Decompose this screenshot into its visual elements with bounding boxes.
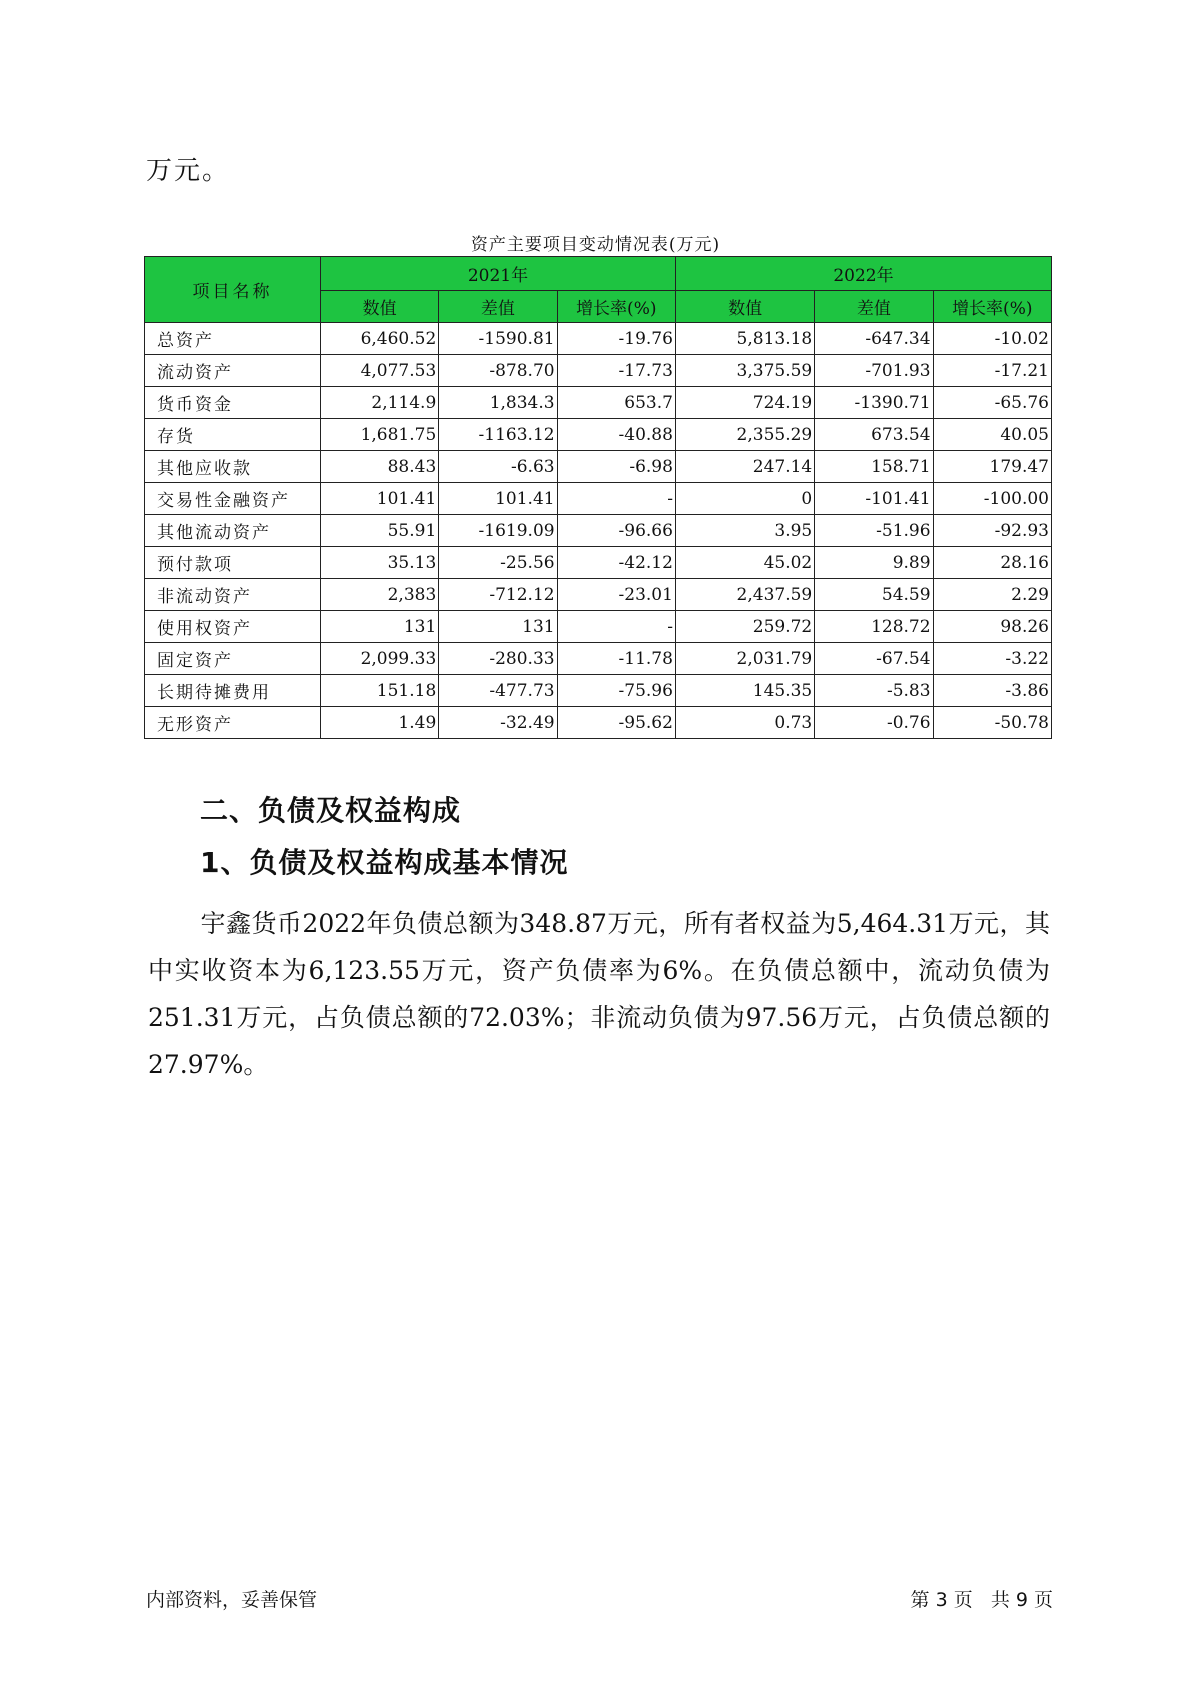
cell-diff-2022: 673.54 (815, 419, 933, 451)
subheader-diff-2021: 差值 (439, 291, 557, 323)
table-row (145, 419, 1052, 451)
cell-growth-2022: 40.05 (933, 419, 1051, 451)
cell-diff-2022: -701.93 (815, 355, 933, 387)
cell-growth-2021: -17.73 (557, 355, 675, 387)
cell-value-2021: 151.18 (320, 675, 438, 707)
row-name: 交易性金融资产 (145, 483, 321, 515)
cell-value-2022: 2,355.29 (675, 419, 814, 451)
cell-value-2022: 2,031.79 (675, 643, 814, 675)
cell-growth-2022: -3.86 (933, 675, 1051, 707)
cell-diff-2021: -280.33 (439, 643, 557, 675)
row-name: 使用权资产 (145, 611, 321, 643)
header-year-2022: 2022年 (675, 257, 1051, 291)
cell-diff-2022: -0.76 (815, 707, 933, 739)
row-name: 其他应收款 (145, 451, 321, 483)
cell-diff-2021: -1619.09 (439, 515, 557, 547)
cell-value-2022: 0 (675, 483, 814, 515)
cell-growth-2022: -65.76 (933, 387, 1051, 419)
cell-value-2021: 2,114.9 (320, 387, 438, 419)
subsection-heading: 1、负债及权益构成基本情况 (200, 846, 569, 879)
cell-diff-2021: -1590.81 (439, 323, 557, 355)
table-row (145, 707, 1052, 739)
row-name: 货币资金 (145, 387, 321, 419)
subheader-growth-2021: 增长率(%) (557, 291, 675, 323)
cell-diff-2022: -647.34 (815, 323, 933, 355)
cell-diff-2021: -477.73 (439, 675, 557, 707)
cell-growth-2021: - (557, 611, 675, 643)
header-year-2021: 2021年 (320, 257, 675, 291)
cell-value-2021: 88.43 (320, 451, 438, 483)
table-row (145, 643, 1052, 675)
cell-growth-2021: -19.76 (557, 323, 675, 355)
table-row (145, 611, 1052, 643)
paragraph-text: 宇鑫货币2022年负债总额为348.87万元，所有者权益为5,464.31万元，其中实收资本为6,123.55万元，资产负债率为6%。在负债总额中，流动负债为251.31万元，占负债总额的72.03%；非流动负债为97.56万元，占负债总额的27.97%。 (148, 909, 1050, 1079)
row-name: 非流动资产 (145, 579, 321, 611)
cell-value-2021: 55.91 (320, 515, 438, 547)
cell-growth-2022: 179.47 (933, 451, 1051, 483)
cell-value-2022: 45.02 (675, 547, 814, 579)
cell-value-2022: 247.14 (675, 451, 814, 483)
cell-growth-2022: 2.29 (933, 579, 1051, 611)
cell-growth-2022: -10.02 (933, 323, 1051, 355)
cell-growth-2021: -95.62 (557, 707, 675, 739)
table-row (145, 675, 1052, 707)
cell-diff-2022: 9.89 (815, 547, 933, 579)
cell-growth-2021: -96.66 (557, 515, 675, 547)
section-heading: 二、负债及权益构成 (200, 794, 462, 827)
cell-value-2022: 145.35 (675, 675, 814, 707)
table-row (145, 451, 1052, 483)
table-row (145, 323, 1052, 355)
cell-value-2022: 3,375.59 (675, 355, 814, 387)
cell-diff-2022: -67.54 (815, 643, 933, 675)
row-name: 固定资产 (145, 643, 321, 675)
continued-text-fragment: 万元。 (146, 156, 231, 186)
cell-growth-2021: -75.96 (557, 675, 675, 707)
cell-growth-2022: -3.22 (933, 643, 1051, 675)
footer-page-number: 第 3 页 共 9 页 (910, 1589, 1053, 1611)
cell-value-2021: 4,077.53 (320, 355, 438, 387)
cell-diff-2021: -25.56 (439, 547, 557, 579)
row-name: 无形资产 (145, 707, 321, 739)
row-name: 长期待摊费用 (145, 675, 321, 707)
assets-change-table (144, 256, 1052, 739)
cell-value-2022: 5,813.18 (675, 323, 814, 355)
cell-diff-2021: 1,834.3 (439, 387, 557, 419)
cell-growth-2022: -92.93 (933, 515, 1051, 547)
header-item-name: 项目名称 (145, 257, 321, 323)
cell-growth-2022: -17.21 (933, 355, 1051, 387)
table-body (145, 323, 1052, 739)
table-row (145, 483, 1052, 515)
cell-diff-2021: -6.63 (439, 451, 557, 483)
cell-growth-2021: -23.01 (557, 579, 675, 611)
table-row (145, 387, 1052, 419)
table-row (145, 579, 1052, 611)
row-name: 存货 (145, 419, 321, 451)
cell-value-2021: 2,383 (320, 579, 438, 611)
subheader-value-2022: 数值 (675, 291, 814, 323)
cell-diff-2022: -5.83 (815, 675, 933, 707)
cell-growth-2021: -42.12 (557, 547, 675, 579)
cell-growth-2022: -50.78 (933, 707, 1051, 739)
cell-growth-2021: 653.7 (557, 387, 675, 419)
subheader-growth-2022: 增长率(%) (933, 291, 1051, 323)
cell-value-2021: 1.49 (320, 707, 438, 739)
cell-value-2022: 259.72 (675, 611, 814, 643)
cell-diff-2022: 128.72 (815, 611, 933, 643)
cell-diff-2022: -1390.71 (815, 387, 933, 419)
cell-diff-2022: 54.59 (815, 579, 933, 611)
row-name: 其他流动资产 (145, 515, 321, 547)
table-row (145, 547, 1052, 579)
cell-value-2022: 724.19 (675, 387, 814, 419)
cell-diff-2021: -878.70 (439, 355, 557, 387)
table-row (145, 515, 1052, 547)
cell-value-2021: 6,460.52 (320, 323, 438, 355)
cell-diff-2022: 158.71 (815, 451, 933, 483)
cell-diff-2022: -101.41 (815, 483, 933, 515)
cell-diff-2021: -32.49 (439, 707, 557, 739)
cell-value-2021: 1,681.75 (320, 419, 438, 451)
subheader-diff-2022: 差值 (815, 291, 933, 323)
table-caption: 资产主要项目变动情况表(万元) (470, 235, 721, 255)
cell-growth-2022: -100.00 (933, 483, 1051, 515)
cell-growth-2021: -6.98 (557, 451, 675, 483)
cell-growth-2021: -11.78 (557, 643, 675, 675)
body-paragraph (148, 900, 1050, 1088)
row-name: 流动资产 (145, 355, 321, 387)
cell-value-2021: 35.13 (320, 547, 438, 579)
table-row (145, 355, 1052, 387)
cell-diff-2021: 101.41 (439, 483, 557, 515)
cell-value-2021: 131 (320, 611, 438, 643)
cell-value-2022: 0.73 (675, 707, 814, 739)
cell-growth-2021: - (557, 483, 675, 515)
cell-value-2022: 3.95 (675, 515, 814, 547)
row-name: 总资产 (145, 323, 321, 355)
cell-diff-2021: -1163.12 (439, 419, 557, 451)
cell-growth-2021: -40.88 (557, 419, 675, 451)
footer-confidential-note: 内部资料，妥善保管 (146, 1589, 318, 1611)
cell-diff-2022: -51.96 (815, 515, 933, 547)
cell-diff-2021: -712.12 (439, 579, 557, 611)
cell-growth-2022: 28.16 (933, 547, 1051, 579)
cell-diff-2021: 131 (439, 611, 557, 643)
row-name: 预付款项 (145, 547, 321, 579)
cell-growth-2022: 98.26 (933, 611, 1051, 643)
cell-value-2021: 2,099.33 (320, 643, 438, 675)
cell-value-2022: 2,437.59 (675, 579, 814, 611)
subheader-value-2021: 数值 (320, 291, 438, 323)
cell-value-2021: 101.41 (320, 483, 438, 515)
